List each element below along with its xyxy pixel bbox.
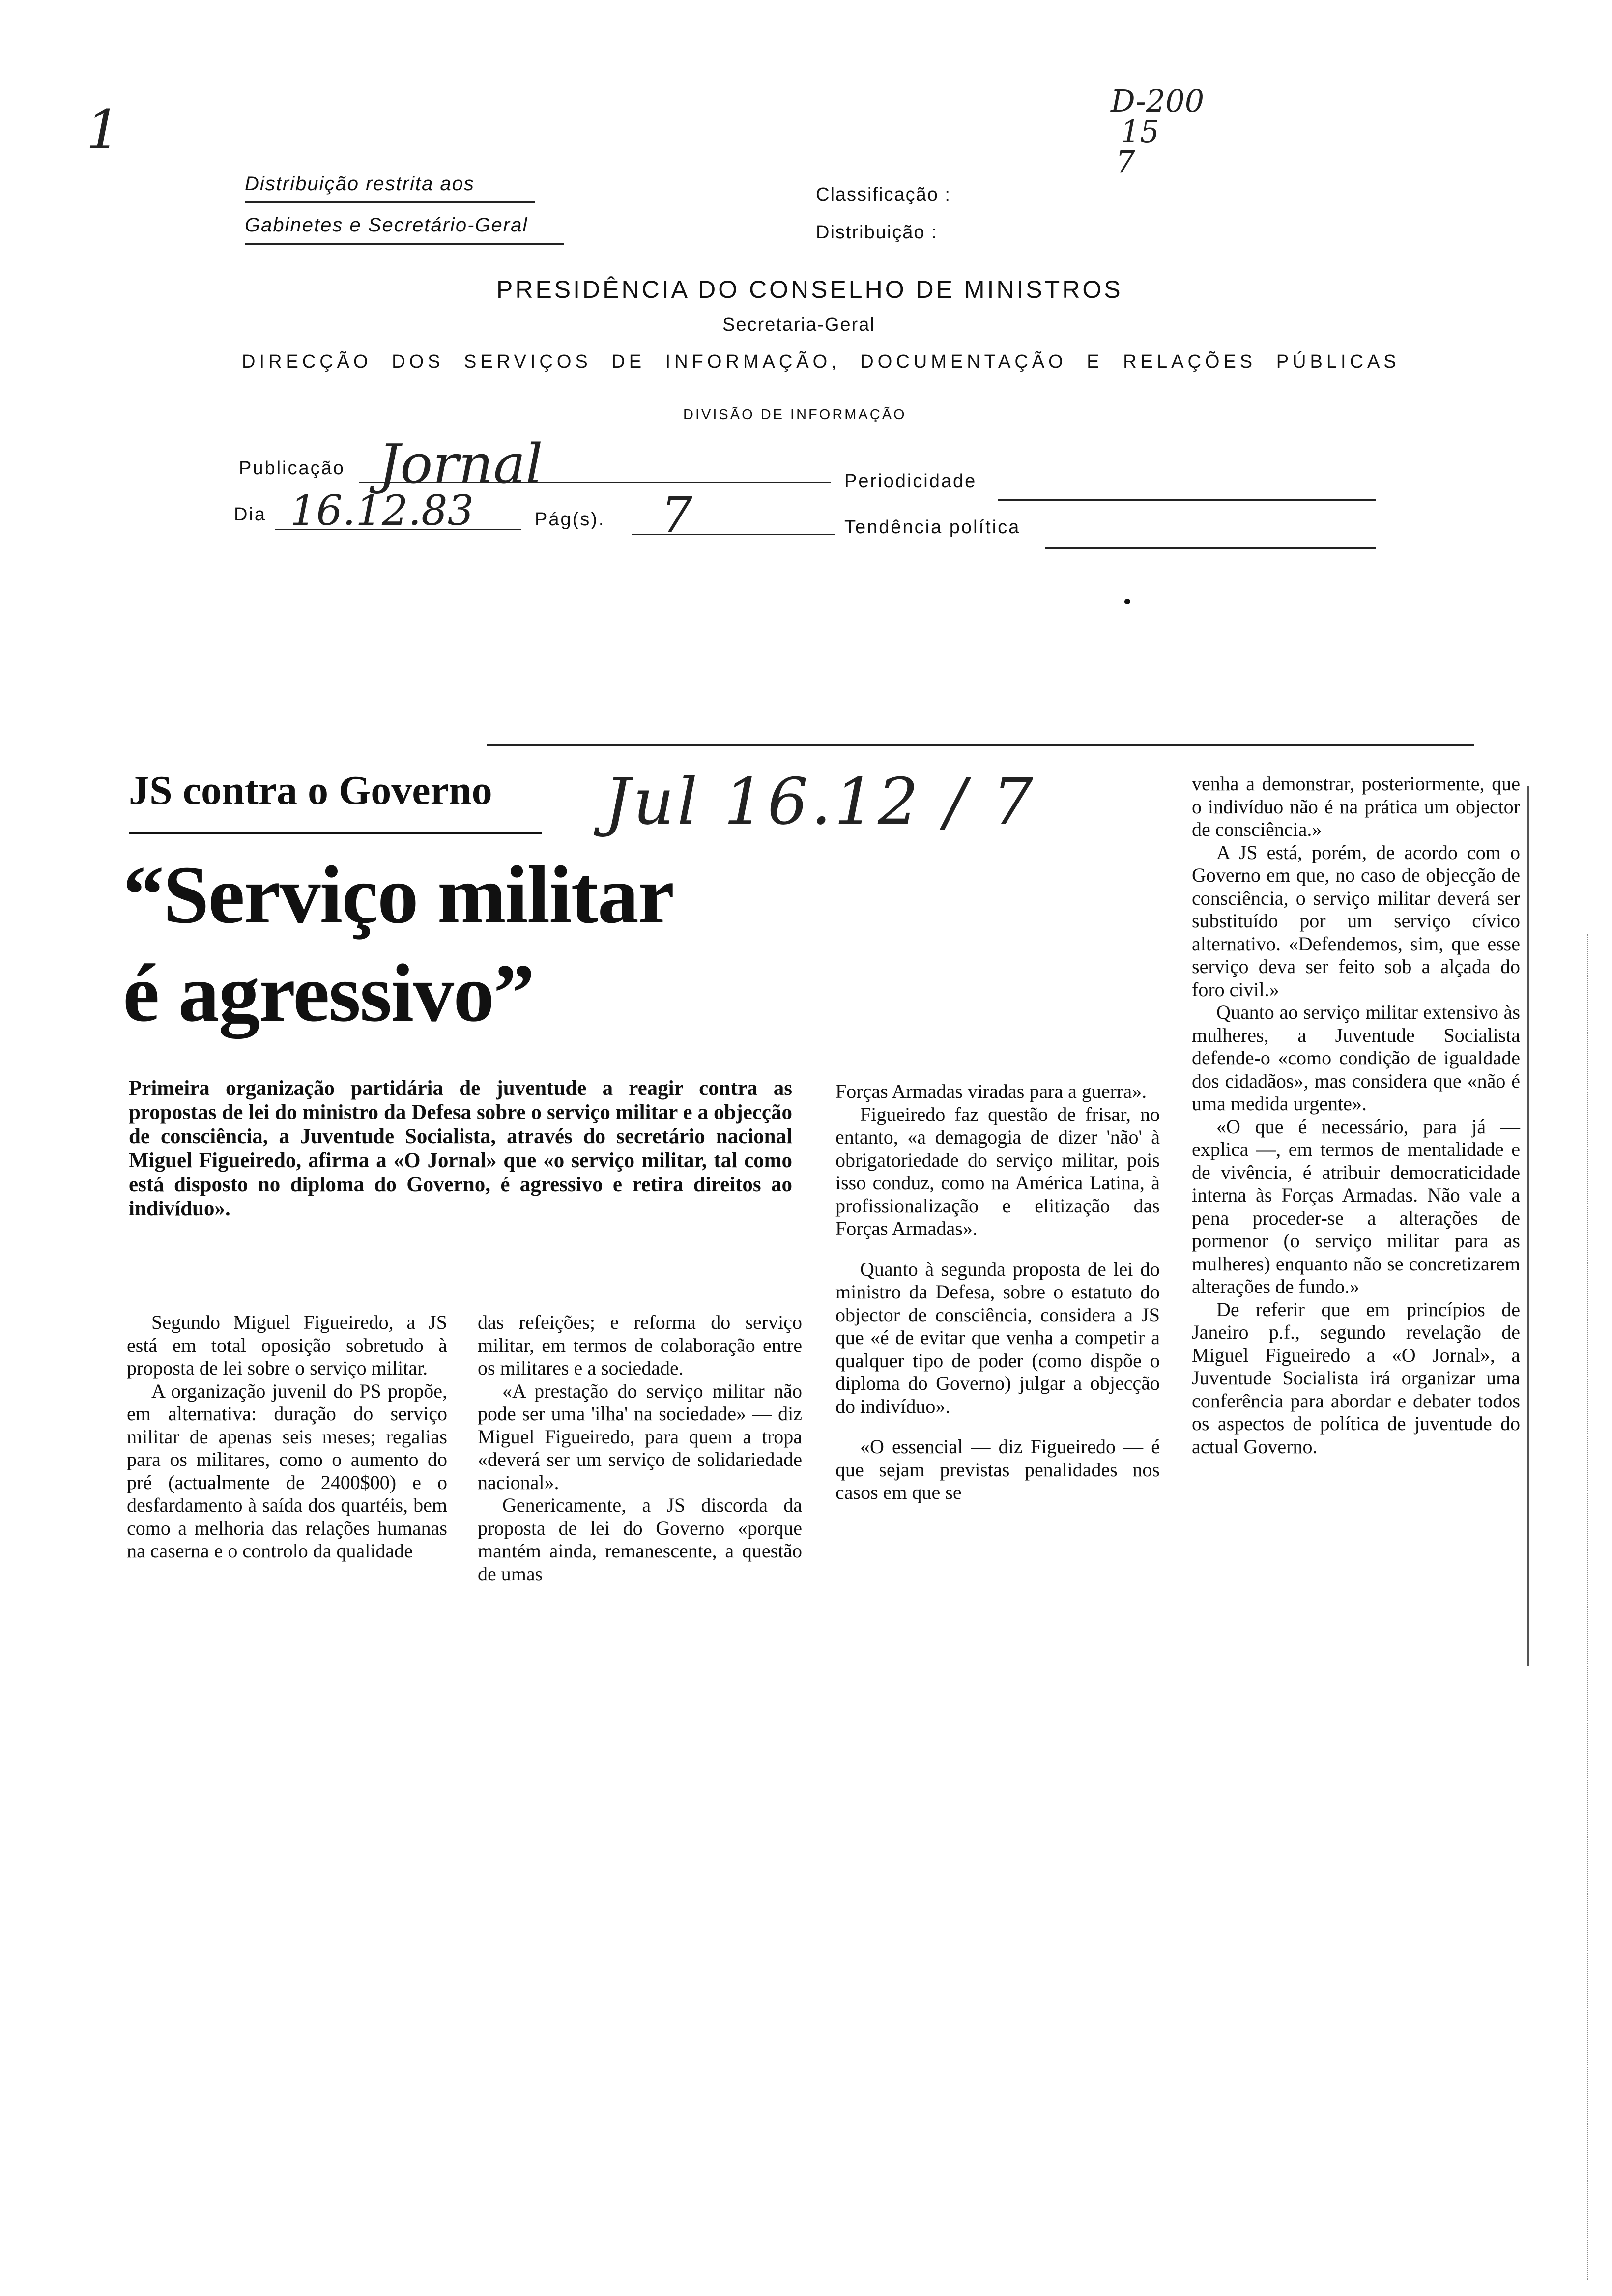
headline-line-2: é agressivo”	[123, 947, 534, 1039]
clip-handwritten-note: Jul 16.12 / 7	[604, 764, 1036, 839]
paragraph: A organização juvenil do PS propõe, em alternativa: duração do serviço militar de apenas seis meses; regalias para os militares, como o aumento do pré (actualmente de 2400$00) e o desfardamento à saída dos quartéis, bem como a melhoria das relações humanas na caserna e o controlo da qualidade	[127, 1379, 447, 1562]
paragraph: Quanto à segunda proposta de lei do ministro da Defesa, sobre o estatuto do objector de consciência, considera a JS que «é de evitar que venha a competir a qualquer tipo de poder (como dispõe o diploma do Governo) julgar a objecção do indivíduo».	[835, 1258, 1160, 1417]
paragraph: Genericamente, a JS discorda da proposta de lei do Governo «porque mantém ainda, remanescente, a questão de umas	[478, 1494, 802, 1585]
pages-handwritten-value: 7	[661, 487, 692, 544]
paragraph: Forças Armadas viradas para a guerra».	[835, 1080, 1147, 1102]
paragraph: venha a demonstrar, posteriormente, que o indivíduo não é na prática um objector de consciência.»	[1192, 773, 1520, 840]
paragraph: «O que é necessário, para já — explica —, em termos de mentalidade e de vivência, é atribuir democraticidade interna às Forças Armadas. Não vale a pena proceder-se a alterações de pormenor (o serviço militar para as mulheres) enquanto não se concretizarem alterações de fundo.»	[1192, 1115, 1520, 1297]
directorate-line: DIRECÇÃO DOS SERVIÇOS DE INFORMAÇÃO, DOCUMENTAÇÃO E RELAÇÕES PÚBLICAS	[242, 351, 1400, 372]
article-column-2	[478, 1311, 802, 1585]
paragraph: Segundo Miguel Figueiredo, a JS está em total oposição sobretudo à proposta de lei sobre o serviço militar.	[127, 1311, 447, 1379]
article-column-1	[127, 1311, 447, 1563]
org-subtitle: Secretaria-Geral	[722, 315, 875, 335]
corner-handwritten-number: 1	[86, 98, 120, 161]
tendency-field	[1045, 547, 1376, 549]
paragraph: «O essencial — diz Figueiredo — é que sejam previstas penalidades nos casos em que se	[835, 1435, 1160, 1503]
headline-line-1: “Serviço militar	[123, 849, 674, 941]
distribution-underline-1	[245, 201, 535, 203]
paragraph: A JS está, porém, de acordo com o Governo em que, no caso de objecção de consciência, o serviço militar deverá ser substituído por um serviço cívico alternativo. «Defendemos, sim, que esse serviço deva ser feito sob a alçada do foro civil.»	[1192, 841, 1520, 1001]
division-line: DIVISÃO DE INFORMAÇÃO	[683, 407, 907, 423]
article-column-3	[835, 1080, 1160, 1504]
scan-edge-mark	[1587, 934, 1591, 2280]
article-column-4	[1192, 773, 1520, 1458]
publication-handwritten-value: Jornal	[378, 432, 543, 495]
article-lead: Primeira organização partidária de juventude a reagir contra as propostas de lei do ministro da Defesa sobre o serviço militar e a objecção de consciência, a Juventude Socialista, através do secretário nacional Miguel Figueiredo, afirma a «O Jornal» que «o serviço militar, tal como está disposto no diploma do Governo, é agressivo e retira direitos ao indivíduo».	[129, 1077, 792, 1220]
distribution-underline-2	[245, 243, 564, 245]
periodicity-field	[998, 499, 1376, 501]
day-label: Dia	[234, 504, 267, 525]
pages-label: Pág(s).	[535, 509, 605, 530]
article-kicker: JS contra o Governo	[129, 768, 492, 813]
note-line: 15	[1121, 114, 1159, 149]
org-title: PRESIDÊNCIA DO CONSELHO DE MINISTROS	[496, 276, 1123, 303]
paragraph: «A prestação do serviço militar não pode ser uma 'ilha' na sociedade» — diz Miguel Figueiredo, para quem a tropa «deverá ser um serviço de solidariedade nacional».	[478, 1379, 802, 1493]
distribution-label: Distribuição :	[816, 222, 938, 243]
clipping-top-rule	[487, 744, 1474, 746]
day-handwritten-value: 16.12.83	[290, 487, 474, 535]
paragraph: De referir que em princípios de Janeiro p.f., segundo revelação de Miguel Figueiredo a «O Jornal», a Juventude Socialista irá organizar uma conferência para abordar e debater todos os aspectos de política de juventude do actual Governo.	[1192, 1298, 1520, 1458]
kicker-underline	[129, 832, 542, 834]
publication-label: Publicação	[239, 458, 345, 479]
note-line: 7	[1116, 144, 1135, 180]
periodicity-label: Periodicidade	[844, 471, 977, 491]
paragraph: Quanto ao serviço militar extensivo às mulheres, a Juventude Socialista defende-o «como condição de igualdade dos cidadãos», mas considera que «não é uma medida urgente».	[1192, 1001, 1520, 1115]
distribution-line-2: Gabinetes e Secretário-Geral	[245, 214, 528, 236]
column-rule-right	[1527, 786, 1529, 1666]
top-right-handwritten-note	[1111, 83, 1205, 180]
speck	[1124, 599, 1130, 604]
note-line: D-200	[1111, 83, 1205, 119]
paragraph: Figueiredo faz questão de frisar, no entanto, «a demagogia de dizer 'não' à obrigatoriedade do serviço militar, pois isso conduz, como na América Latina, à profissionalização e elitização das Forças Armadas».	[835, 1103, 1160, 1239]
tendency-label: Tendência política	[844, 517, 1021, 538]
distribution-line-1: Distribuição restrita aos	[245, 173, 475, 195]
classification-label: Classificação :	[816, 184, 951, 205]
paragraph: das refeições; e reforma do serviço militar, em termos de colaboração entre os militares e a sociedade.	[478, 1311, 802, 1379]
